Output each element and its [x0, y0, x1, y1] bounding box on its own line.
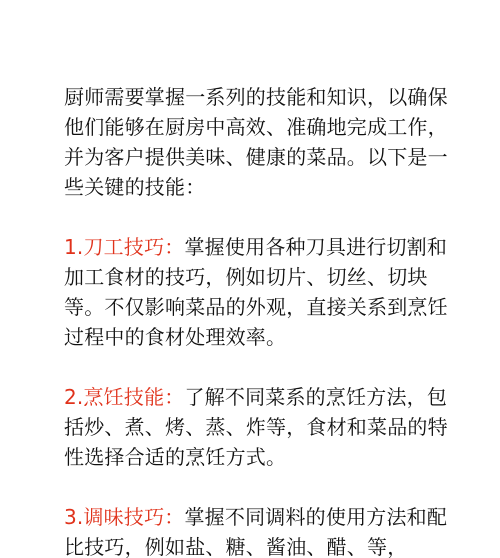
section-body: 掌握不同调料的使用方法和配比技巧，例如盐、糖、酱油、醋、等，: [64, 505, 448, 558]
section-heading: 1.刀工技巧：: [64, 235, 185, 259]
paragraph-spacer: [64, 472, 454, 502]
article-content: [64, 82, 454, 558]
section-heading: 3.调味技巧：: [64, 505, 185, 529]
section-heading: 2.烹饪技能：: [64, 385, 185, 409]
section-seasoning-skills: [64, 502, 454, 558]
paragraph-spacer: [64, 202, 454, 232]
paragraph-spacer: [64, 352, 454, 382]
section-knife-skills: [64, 232, 454, 352]
section-cooking-skills: [64, 382, 454, 472]
section-body: 掌握使用各种刀具进行切割和加工食材的技巧，例如切片、切丝、切块等。不仅影响菜品的外观，直接关系到烹饪过程中的食材处理效率。: [64, 235, 448, 349]
section-body: 了解不同菜系的烹饪方法，包括炒、煮、烤、蒸、炸等，食材和菜品的特性选择合适的烹饪方式。: [64, 385, 448, 469]
intro-paragraph: 厨师需要掌握一系列的技能和知识，以确保他们能够在厨房中高效、准确地完成工作，并为客户提供美味、健康的菜品。以下是一些关键的技能：: [64, 85, 448, 199]
